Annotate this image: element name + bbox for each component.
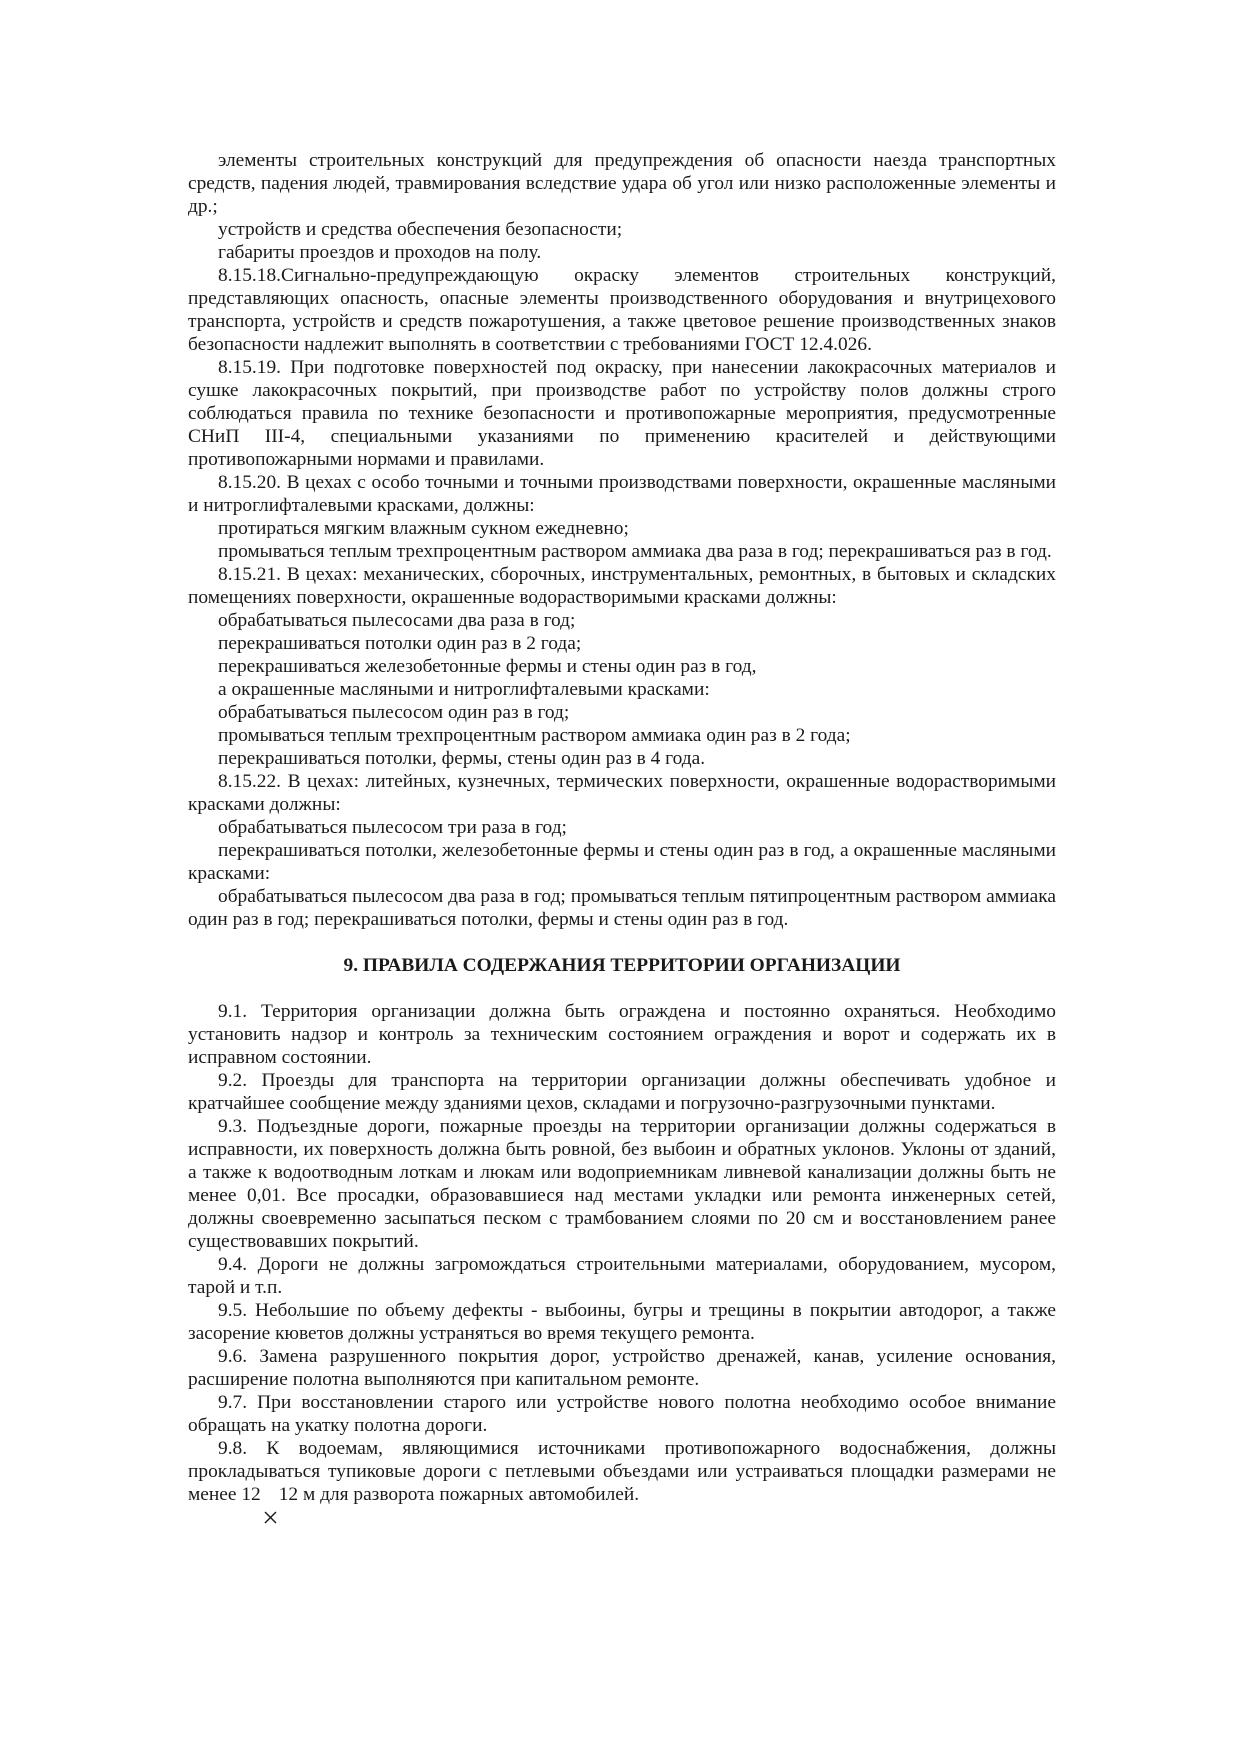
paragraph: обрабатываться пылесосами два раза в год; xyxy=(218,610,576,631)
paragraph: 8.15.21. В цехах: механических, сборочных, инструментальных, ремонтных, в бытовых и складских помещениях поверхности, окрашенные водорастворимыми красками должны: xyxy=(188,564,1056,608)
paragraph: 9.2. Проезды для транспорта на территории организации должны обеспечивать удобное и кратчайшее сообщение между зданиями цехов, складами и погрузочно-разгрузочными пунктами. xyxy=(188,1070,1056,1114)
paragraph: перекрашиваться потолки, железобетонные фермы и стены один раз в год, а окрашенные масляными красками: xyxy=(188,840,1056,884)
paragraph: перекрашиваться потолки один раз в 2 года; xyxy=(218,633,582,654)
paragraph: устройств и средства обеспечения безопасности; xyxy=(218,219,623,240)
paragraph: промываться теплым трехпроцентным раствором аммиака два раза в год; перекрашиваться раз в год. xyxy=(218,541,1052,562)
paragraph: 8.15.19. При подготовке поверхностей под окраску, при нанесении лакокрасочных материалов и сушке лакокрасочных покрытий, при производстве работ по устройству полов должны строго соблюдаться правила по технике безопасности и противопожарные мероприятия, предусмотренные СНиП III-4, специальными указаниями по применению красителей и действующими противопожарными нормами и правилами. xyxy=(188,357,1056,470)
paragraph: протираться мягким влажным сукном ежедневно; xyxy=(218,518,629,539)
paragraph-9-8 xyxy=(188,1437,1056,1506)
paragraph: габариты проездов и проходов на полу. xyxy=(218,242,542,263)
paragraph: перекрашиваться железобетонные фермы и стены один раз в год, xyxy=(218,656,757,677)
paragraph: а окрашенные масляными и нитроглифталевыми красками: xyxy=(218,679,710,700)
paragraph: промываться теплым трехпроцентным раствором аммиака один раз в 2 года; xyxy=(218,725,851,746)
section-heading: 9. ПРАВИЛА СОДЕРЖАНИЯ ТЕРРИТОРИИ ОРГАНИЗАЦИИ xyxy=(343,955,901,976)
document-page xyxy=(188,149,1056,1506)
paragraph: 8.15.20. В цехах с особо точными и точными производствами поверхности, окрашенные масляными и нитроглифталевыми красками, должны: xyxy=(188,472,1056,516)
paragraph: 9.3. Подъездные дороги, пожарные проезды на территории организации должны содержаться в исправности, их поверхность должна быть ровной, без выбоин и обратных уклонов. Уклоны от зданий, а также к водоотводным лоткам и люкам или водоприемникам ливневой канализации должны быть не менее 0,01. Все просадки, образовавшиеся над местами укладки или ремонта инженерных сетей, должны своевременно засыпаться песком с трамбованием слоями по 20 см и восстановлением ранее существовавших покрытий. xyxy=(188,1116,1056,1252)
paragraph: обрабатываться пылесосом один раз в год; xyxy=(218,702,570,723)
paragraph: 9.1. Территория организации должна быть ограждена и постоянно охраняться. Необходимо установить надзор и контроль за техническим состоянием ограждения и ворот и содержать их в исправном состоянии. xyxy=(188,1001,1056,1068)
paragraph: элементы строительных конструкций для предупреждения об опасности наезда транспортных средств, падения людей, травмирования вследствие удара об угол или низко расположенные элементы и др.; xyxy=(188,150,1056,217)
paragraph-9-8-text-start: 9.8. К водоемам, являющимися источниками противопожарного водоснабжения, должны прокладываться тупиковые дороги с петлевыми объездами или устраиваться площадки размерами не менее 12 xyxy=(188,1438,1056,1505)
paragraph: обрабатываться пылесосом три раза в год; xyxy=(218,817,567,838)
paragraph: 8.15.18.Сигнально-предупреждающую окраску элементов строительных конструкций, представляющих опасность, опасные элементы производственного оборудования и внутрицехового транспорта, устройств и средств пожаротушения, а также цветовое решение производственных знаков безопасности надлежит выполнять в соответствии с требованиями ГОСТ 12.4.026. xyxy=(188,265,1056,355)
paragraph: 9.6. Замена разрушенного покрытия дорог, устройство дренажей, канав, усиление основания, расширение полотна выполняются при капитальном ремонте. xyxy=(188,1346,1056,1390)
paragraph: 8.15.22. В цехах: литейных, кузнечных, термических поверхности, окрашенные водорастворимыми красками должны: xyxy=(188,771,1056,815)
paragraph: 9.4. Дороги не должны загромождаться строительными материалами, оборудованием, мусором, тарой и т.п. xyxy=(188,1254,1056,1298)
paragraph: 9.7. При восстановлении старого или устройстве нового полотна необходимо особое внимание обращать на укатку полотна дороги. xyxy=(188,1392,1056,1436)
text-block-bottom xyxy=(188,1000,1056,1437)
text-block-top xyxy=(188,149,1056,931)
paragraph: 9.5. Небольшие по объему дефекты - выбоины, бугры и трещины в покрытии автодорог, а также засорение кюветов должны устраняться во время текущего ремонта. xyxy=(188,1300,1056,1344)
paragraph: перекрашиваться потолки, фермы, стены один раз в 4 года. xyxy=(218,748,706,769)
paragraph-9-8-text-end: 12 м для разворота пожарных автомобилей. xyxy=(278,1484,640,1505)
paragraph: обрабатываться пылесосом два раза в год; промываться теплым пятипроцентным раствором аммиака один раз в год; перекрашиваться потолки, фермы и стены один раз в год. xyxy=(188,886,1056,930)
